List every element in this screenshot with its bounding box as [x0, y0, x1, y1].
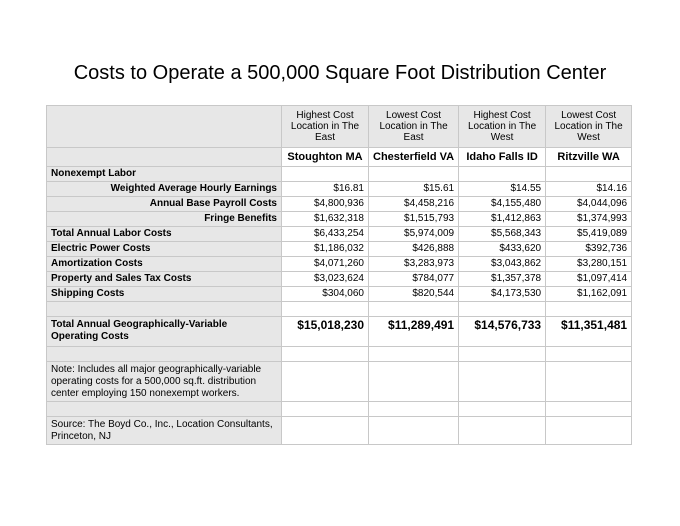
table-cell: $4,458,216 [369, 197, 459, 212]
table-cell: $1,412,863 [459, 212, 546, 227]
row-label: Total Annual Labor Costs [47, 227, 282, 242]
location-2: Chesterfield VA [369, 148, 459, 167]
table-cell: $1,186,032 [282, 242, 369, 257]
table-cell: $14.55 [459, 182, 546, 197]
location-1: Stoughton MA [282, 148, 369, 167]
table-cell: $6,433,254 [282, 227, 369, 242]
table-row [47, 212, 632, 227]
total-row [47, 317, 632, 347]
column-header-4: Lowest Cost Location in The West [546, 106, 632, 148]
total-cell: $11,351,481 [546, 317, 632, 347]
location-row [47, 148, 632, 167]
table-cell: $5,974,009 [369, 227, 459, 242]
table-cell: $1,632,318 [282, 212, 369, 227]
table-cell: $16.81 [282, 182, 369, 197]
total-cell: $14,576,733 [459, 317, 546, 347]
table-row [47, 182, 632, 197]
spacer-row [47, 402, 632, 417]
table-row [47, 287, 632, 302]
table-row [47, 197, 632, 212]
table-cell: $4,071,260 [282, 257, 369, 272]
source-row [47, 417, 632, 445]
row-label: Fringe Benefits [47, 212, 282, 227]
table-cell: $15.61 [369, 182, 459, 197]
table-row [47, 227, 632, 242]
column-header-1: Highest Cost Location in The East [282, 106, 369, 148]
row-label: Weighted Average Hourly Earnings [47, 182, 282, 197]
table-cell: $5,568,343 [459, 227, 546, 242]
table-cell: $1,515,793 [369, 212, 459, 227]
note-text: Note: Includes all major geographically-variable operating costs for a 500,000 sq.ft. distribution center employing 150 nonexempt workers. [47, 362, 282, 402]
table-row [47, 167, 632, 182]
row-label: Nonexempt Labor [47, 167, 282, 182]
table-cell: $1,357,378 [459, 272, 546, 287]
table-cell: $426,888 [369, 242, 459, 257]
table-row [47, 257, 632, 272]
row-label: Shipping Costs [47, 287, 282, 302]
row-label: Property and Sales Tax Costs [47, 272, 282, 287]
table-cell: $433,620 [459, 242, 546, 257]
table-cell: $1,097,414 [546, 272, 632, 287]
location-label-cell [47, 148, 282, 167]
source-text: Source: The Boyd Co., Inc., Location Consultants, Princeton, NJ [47, 417, 282, 445]
table-cell: $3,280,151 [546, 257, 632, 272]
table-cell: $4,155,480 [459, 197, 546, 212]
table-cell: $784,077 [369, 272, 459, 287]
table-cell: $3,043,862 [459, 257, 546, 272]
table-cell: $5,419,089 [546, 227, 632, 242]
column-header-3: Highest Cost Location in The West [459, 106, 546, 148]
row-label: Total Annual Geographically-Variable Operating Costs [47, 317, 282, 347]
table-row [47, 272, 632, 287]
spacer-row [47, 302, 632, 317]
table-cell: $3,023,624 [282, 272, 369, 287]
location-3: Idaho Falls ID [459, 148, 546, 167]
row-label: Electric Power Costs [47, 242, 282, 257]
table-cell: $820,544 [369, 287, 459, 302]
table-cell: $14.16 [546, 182, 632, 197]
header-corner-cell [47, 106, 282, 148]
note-row [47, 362, 632, 402]
row-label: Annual Base Payroll Costs [47, 197, 282, 212]
row-label: Amortization Costs [47, 257, 282, 272]
table-row [47, 242, 632, 257]
table-cell: $392,736 [546, 242, 632, 257]
location-4: Ritzville WA [546, 148, 632, 167]
table-cell: $1,162,091 [546, 287, 632, 302]
cost-table [46, 105, 632, 445]
table-cell: $3,283,973 [369, 257, 459, 272]
table-cell: $304,060 [282, 287, 369, 302]
table-cell: $1,374,993 [546, 212, 632, 227]
total-cell: $11,289,491 [369, 317, 459, 347]
total-cell: $15,018,230 [282, 317, 369, 347]
table-cell: $4,044,096 [546, 197, 632, 212]
column-header-2: Lowest Cost Location in The East [369, 106, 459, 148]
page-title: Costs to Operate a 500,000 Square Foot Distribution Center [73, 62, 607, 84]
table-cell: $4,173,530 [459, 287, 546, 302]
table-cell: $4,800,936 [282, 197, 369, 212]
spacer-row [47, 347, 632, 362]
header-row [47, 106, 632, 148]
